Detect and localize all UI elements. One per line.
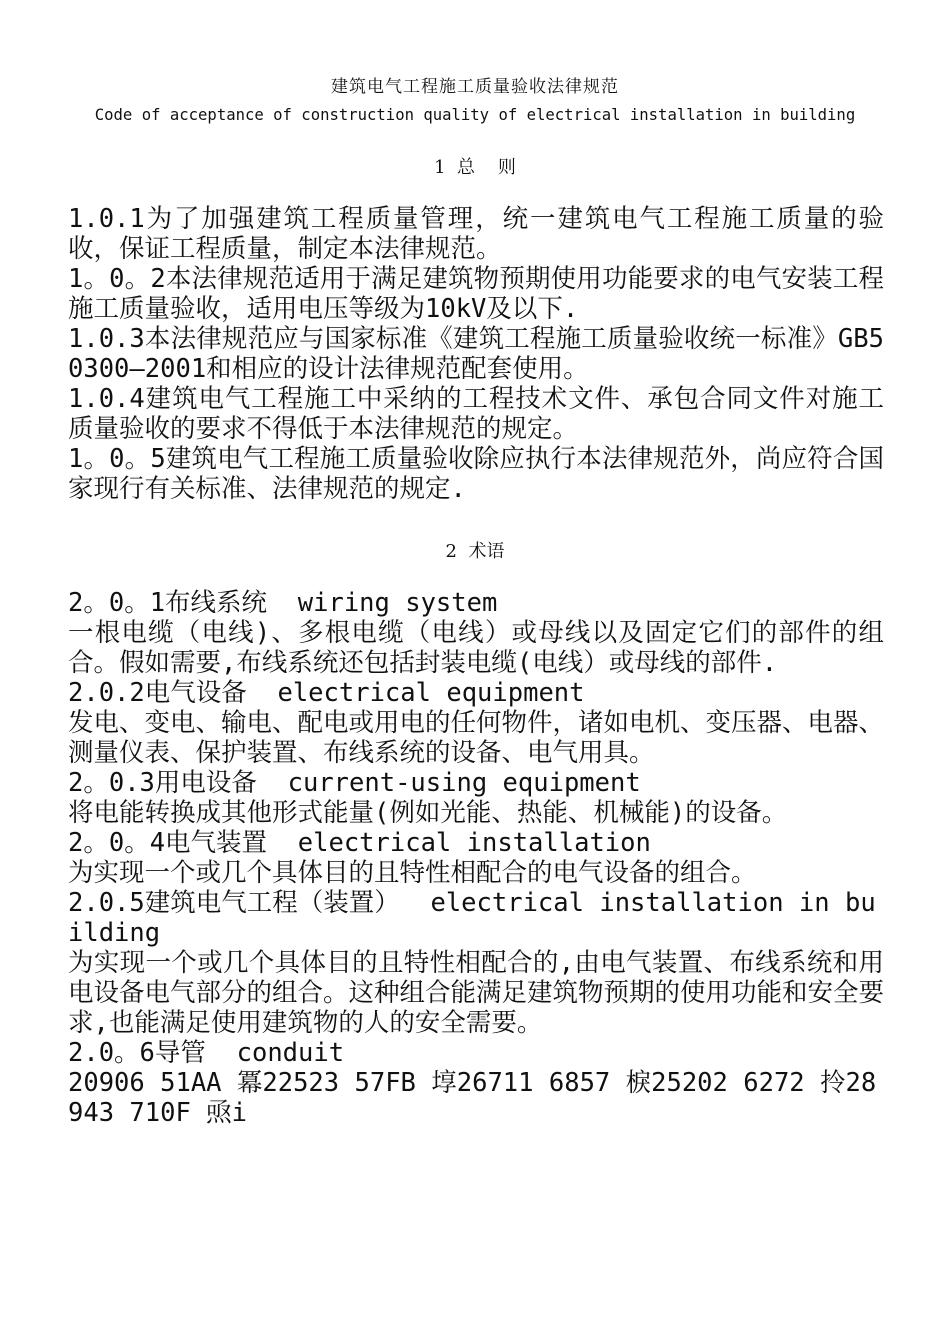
term-2-0-1-definition: 一根电缆（电线)、多根电缆（电线）或母线以及固定它们的部件的组合。假如需要,布线系统还包括封装电缆(电线）或母线的部件.	[68, 618, 884, 678]
clause-1-0-2: 1。0。2本法律规范适用于满足建筑物预期使用功能要求的电气安装工程施工质量验收，适用电压等级为10kV及以下.	[68, 264, 884, 324]
clause-1-0-4: 1.0.4建筑电气工程施工中采纳的工程技术文件、承包合同文件对施工质量验收的要求不得低于本法律规范的规定。	[68, 384, 884, 444]
chapter-1-heading: 1 总 则	[434, 157, 516, 178]
term-2-0-5-title: 2.0.5建筑电气工程（装置） electrical installation in building	[68, 888, 876, 948]
clause-1-0-1: 1.0.1为了加强建筑工程质量管理，统一建筑电气工程施工质量的验收，保证工程质量，制定本法律规范。	[68, 204, 884, 264]
chapter-1-body	[68, 204, 884, 504]
term-2-0-2-definition: 发电、变电、输电、配电或用电的任何物件，诸如电机、变压器、电器、测量仪表、保护装置、布线系统的设备、电气用具。	[68, 708, 885, 768]
term-2-0-4-definition: 为实现一个或几个具体目的且特性相配合的电气设备的组合。	[68, 858, 757, 888]
document-title: 建筑电气工程施工质量验收法律规范	[331, 77, 619, 97]
term-2-0-2-title: 2.0.2电气设备 electrical equipment	[68, 678, 585, 708]
term-2-0-1-title: 2。0。1布线系统 wiring system	[68, 588, 498, 618]
chapter-2-heading: 2 术语	[445, 541, 505, 562]
clause-1-0-5: 1。0。5建筑电气工程施工质量验收除应执行本法律规范外，尚应符合国家现行有关标准、法律规范的规定.	[68, 444, 884, 504]
term-2-0-6-definition: 20906 51AA 冪22523 57FB 埻26711 6857 棙25202 6272 拎28943 710F 焏i	[68, 1068, 877, 1128]
term-2-0-3-definition: 将电能转换成其他形式能量(例如光能、热能、机械能)的设备。	[68, 798, 788, 828]
term-2-0-4-title: 2。0。4电气装置 electrical installation	[68, 828, 651, 858]
term-2-0-5-definition: 为实现一个或几个具体目的且特性相配合的,由电气装置、布线系统和用电设备电气部分的组合。这种组合能满足建筑物预期的使用功能和安全要求,也能满足使用建筑物的人的安全需要。	[68, 948, 885, 1038]
term-2-0-6-title: 2.0。6导管 conduit	[68, 1038, 345, 1068]
document-subtitle: Code of acceptance of construction quality of electrical installation in building	[94, 106, 856, 124]
term-2-0-3-title: 2。0.3用电设备 current-using equipment	[68, 768, 641, 798]
clause-1-0-3: 1.0.3本法律规范应与国家标准《建筑工程施工质量验收统一标准》GB50300—2001和相应的设计法律规范配套使用。	[68, 324, 884, 384]
chapter-2-body	[68, 588, 884, 1128]
